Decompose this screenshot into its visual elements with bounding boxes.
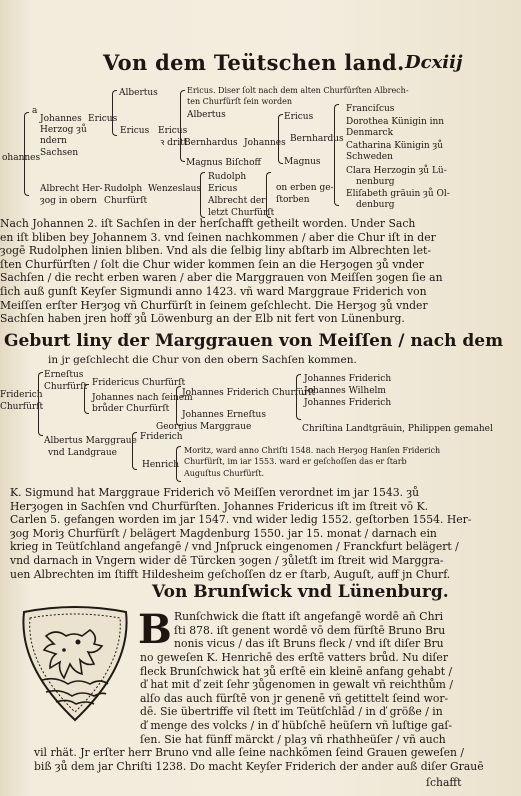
tree-brace [112,90,117,136]
tree-node: Friderich [0,390,43,400]
tree-node: Denmarck [346,128,394,138]
tree-brace [266,172,271,218]
tree-brace [38,372,43,436]
tree-node: Ericus [120,126,150,136]
tree-node: ndern [40,136,67,146]
text-line: krieg in Teütſchland angefangē / vnd Jnſpruck eingenomen / Franckfurt belägert / [10,540,459,554]
paragraph-brunswick-body [140,651,453,746]
section-heading-brunswick: Von Brunſwick vnd Lünenburg. [152,582,449,602]
text-line: Herȝogen in Sachſen vnd Churfürſten. Johannes Fridericus iſt im ſtreit vō K. [10,499,429,513]
text-line: K. Sigmund hat Marggraue Friderich vō Meiſſen verordnet im jar 1543. ȝů [10,486,420,499]
text-line: uen Albrechten im ſtifft Hildesheim geſchoſſen dz er ſtarb, Auguſt, auff jn Churf. [10,567,451,581]
tree-node: Wenzeslaus [148,184,201,194]
paragraph-brunswick-full [34,746,484,773]
text-line: vil rhät. Jr erſter herr Bruno vnd alle ſeine nachkōmen ſeind Grauen geweſen / [34,746,465,759]
tree-node: Erneſtus [44,370,84,380]
tree-node: Johannes Erneſtus [182,410,266,420]
catchword: ſchafft [426,776,462,789]
tree-node: on erben ge- [276,183,334,193]
tree-node: ohannes [2,153,41,163]
tree-node: ȝog in obern [40,196,97,206]
tree-node: Bernhardus [184,138,238,148]
tree-node: Magnus [284,157,321,167]
tree-brace [334,104,339,206]
tree-node: Albertus Marggraue [44,436,137,446]
section-subheading: in jr geſchlecht die Chur von den obern Sachſen kommen. [48,354,357,366]
tree-node: Churfürſt, im iar 1553. ward er geſchoſſen das er ſtarb [184,457,407,466]
paragraph-saxony-succession [0,217,443,326]
text-line: en iſt bliben bey Johannem 3. vnd ſeinen nachkommen / aber die Chur iſt in der [0,230,436,244]
text-line: Runſchwick die ſtatt iſt angefangē wordē añ Chri [174,610,444,623]
text-line: ſich auß gunſt Keyſer Sigmundi anno 1423. vñ ward Marggraue Friderich von [0,284,427,298]
paragraph-meissen-history [10,486,471,581]
folio-number: Dcxiij [405,52,463,73]
tree-node: Rudolph [208,172,247,182]
tree-brace [176,446,181,482]
tree-node: Churfürſt [104,196,148,206]
text-line: alſo das auch fürſtē von jr genenē vñ getittelt ſeind wor- [140,691,449,705]
text-line: no geweſen K. Henrichē des erſtē vatters brůd. Nu diſer [140,651,448,664]
tree-node: Churfürſt [0,402,44,412]
text-line: ď hat mit ď zeit ſehr ȝůgenomen in gewalt vñ reichthům / [140,678,453,692]
tree-node: Georgius Marggraue [156,422,252,432]
tree-node: Ericus [284,112,314,122]
text-line: biß ȝů dem jar Chriſti 1238. Do macht Keyſer Friderich der ander auß diſer Grauē [34,759,484,773]
text-line: Sachſen haben jren hoff ȝů Löwenburg an der Elb nit fert von Lünenburg. [0,312,405,326]
text-line: ſten Churfürſten / ſolt die Chur wider kommen ſein an die Herȝogen ȝů vnder [0,257,424,271]
tree-node: Johannes Friderich Churfürſt [182,388,316,398]
tree-node: Herzog ȝů [40,125,87,135]
tree-node: Schweden [346,152,393,162]
tree-node: Rudolph [104,184,143,194]
text-line: ȝogē Rudolphen linien bliben. Vnd als die ſelbig liny abſtarb im Albrechten let- [0,244,431,258]
tree-node: brůder Churfürſt [92,404,170,414]
tree-node: Friderich [140,432,183,442]
tree-node: Albertus [187,110,226,120]
tree-node: Johannes [40,114,82,124]
text-line: ſti 878. iſt genent wordē vō dem fürſtē Bruno Bru [174,623,446,637]
drop-initial: B [138,606,172,653]
tree-node: Johannes Friderich [304,398,392,408]
text-line: fleck Brunſchwick hat ȝů erſtē ein kleinē anfang gehabt / [140,664,453,678]
tree-node: Clara Herzogin ȝů Lü- [346,166,447,176]
tree-node: nenburg [356,177,395,187]
text-line: dē. Sie übertriffe vil ſtett im Teütſchlād / in ď größe / in [140,705,443,719]
tree-node: ſtorben [276,195,310,205]
tree-brace [200,172,205,218]
tree-node: Albrecht der [208,196,266,206]
tree-brace [24,112,29,196]
tree-node: Albertus [119,88,158,98]
tree-node: Ericus [88,114,118,124]
tree-node: Magnus Biſchoff [186,158,261,168]
tree-node: Sachsen [40,148,79,158]
tree-brace [180,90,185,162]
text-line: vnd darnach in Vngern wider dē Türcken ȝogen / ȝůletſt im ſtreit wid Marggra- [10,553,444,567]
tree-node: Fridericus Churfürſt [92,378,186,388]
tree-node: Auguſtus Churfürſt. [184,469,265,478]
tree-node: Dorothea Künigin inn [346,117,445,127]
tree-node: ten Churfürſt ſein worden [187,97,292,106]
tree-node: Albrecht Her- [40,184,103,194]
tree-node: Johannes [244,138,286,148]
tree-node: Johannes Friderich [304,374,392,384]
tree-node: Ericus [208,184,238,194]
tree-brace [176,386,181,426]
paragraph-brunswick-indented [174,610,445,651]
tree-node: Eliſabeth gräuin ȝů Ol- [346,189,450,199]
tree-node: Johannes Wilhelm [304,386,386,396]
tree-brace [132,432,137,470]
tree-node: Johannes nach ſeinem [92,393,193,403]
tree-node: Ericus. Diser ſolt nach dem alten Churfürſten Albrech- [187,86,409,95]
tree-node: Catharina Künigin ȝů [346,141,444,151]
tree-brace [296,374,301,420]
tree-node: vnd Landgraue [48,448,117,458]
text-line: ȝog Moriȝ Churfürſt / belägert Magdenburg 1550. jar 15. monat / darnach ein [10,526,437,540]
page-title: Von dem Teütschen land. [103,50,405,75]
text-line: ď menge des volcks / in ď hübſchē heüſern vñ luſtige gaſ- [140,718,453,732]
tree-node: ꝛ dritt [160,138,188,148]
tree-brace [278,114,283,164]
tree-node: Franciſcus [346,104,395,114]
tree-node: Ericus [158,126,188,136]
text-line: Nach Johannen 2. iſt Sachſen in der herſchafft getheilt worden. Under Sach [0,217,416,230]
text-line: ſen. Sie hat fünff märckt / plaȝ vñ rhathheüſer / vñ auch [140,732,446,746]
tree-brace [84,384,89,414]
text-line: Sachſen / die recht erben waren / aber die Marggrauen von Meiſſen ȝogen ſie an [0,271,443,285]
tree-node: Moritz, ward anno Chriſti 1548. nach Herȝog Hanſen Friderich [184,446,441,455]
coat-of-arms-icon [16,606,134,724]
tree-node: letzt Churfürſt [208,208,275,218]
text-line: nonis vicus / das iſt Bruns fleck / vnd iſt diſer Bru [174,637,444,651]
tree-node: Churfürſt [44,382,88,392]
section-heading-meissen: Geburt liny der Marggrauen von Meiſſen / nach dem [4,331,504,351]
text-line: Carlen 5. gefangen worden im jar 1547. vnd wider ledig 1552. geſtorben 1554. Her- [10,513,472,527]
tree-node: a [32,106,38,116]
tree-node: Bernhardus [290,134,344,144]
tree-node: Chriſtina Landtgräuin, Philippen gemahel [302,424,493,434]
text-line: Meiſſen erſter Herȝog vñ Churfürſt in ſeinem geſchlecht. Die Herȝog ȝů vnder [0,298,428,312]
tree-node: Henrich [142,460,179,470]
tree-node: denburg [356,200,395,210]
